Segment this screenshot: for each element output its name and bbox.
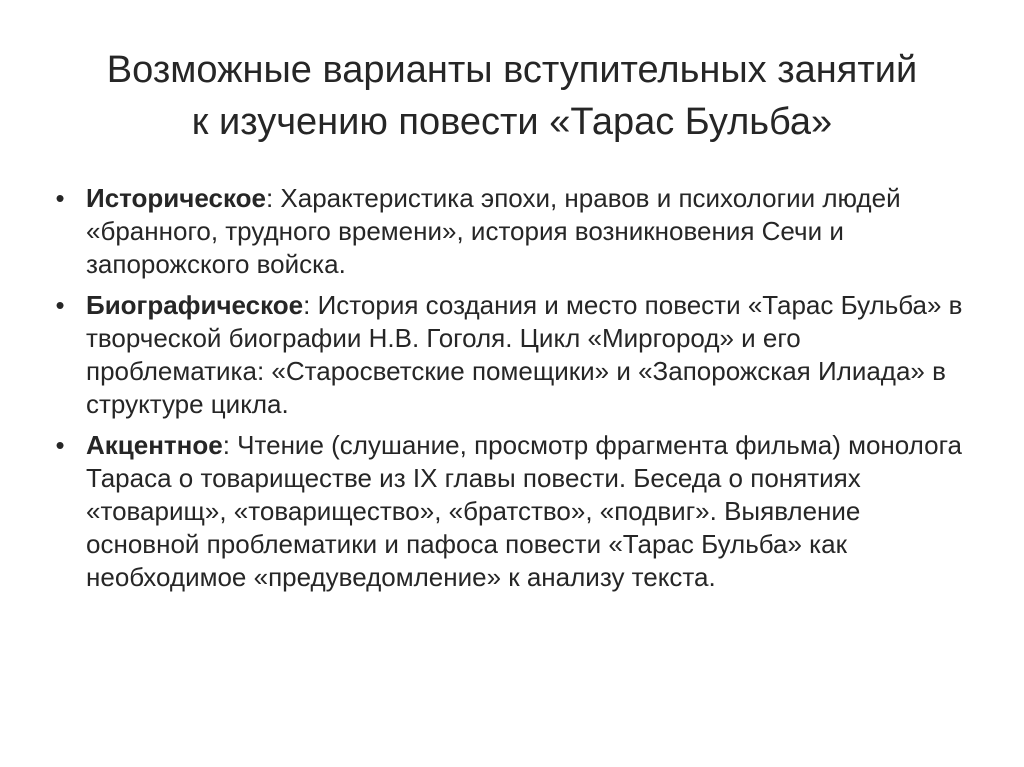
bullet-text: Чтение (слушание, просмотр фрагмента фильма) монолога Тараса о товариществе из IX главы повести. Беседа о понятиях «товарищ», «товарищество», «братство», «подвиг». Выявление основной проблематики и пафоса повести «Тарас Бульба» как необходимое «предуведомление» к анализу текста.	[86, 430, 962, 592]
slide-title-line-2: к изучению повести «Тарас Бульба»	[191, 101, 833, 143]
slide-title	[40, 44, 984, 148]
bullet-icon: •	[55, 183, 65, 213]
bullet-item-historical	[50, 182, 980, 281]
bullet-separator: :	[265, 183, 281, 213]
bullet-separator: :	[222, 430, 238, 460]
bullet-list	[50, 182, 980, 602]
bullet-separator: :	[303, 290, 318, 320]
bullet-text: История создания и место повести «Тарас Бульба» в творческой биографии Н.В. Гоголя. Цикл «Миргород» и его проблематика: «Старосветские помещики» и «Запорожская Илиада» в структуре цикла.	[86, 290, 963, 419]
bullet-icon: •	[55, 430, 65, 460]
bullet-icon: •	[55, 290, 65, 320]
bullet-item-biographical	[50, 289, 980, 421]
bullet-item-accent	[50, 429, 980, 594]
slide-title-line-1: Возможные варианты вступительных занятий	[106, 49, 918, 91]
bullet-text: Характеристика эпохи, нравов и психологии людей «бранного, трудного времени», история возникновения Сечи и запорожского войска.	[86, 183, 901, 279]
bullet-term: Биографическое	[86, 290, 304, 320]
bullet-term: Историческое	[86, 183, 266, 213]
bullet-term: Акцентное	[86, 430, 223, 460]
